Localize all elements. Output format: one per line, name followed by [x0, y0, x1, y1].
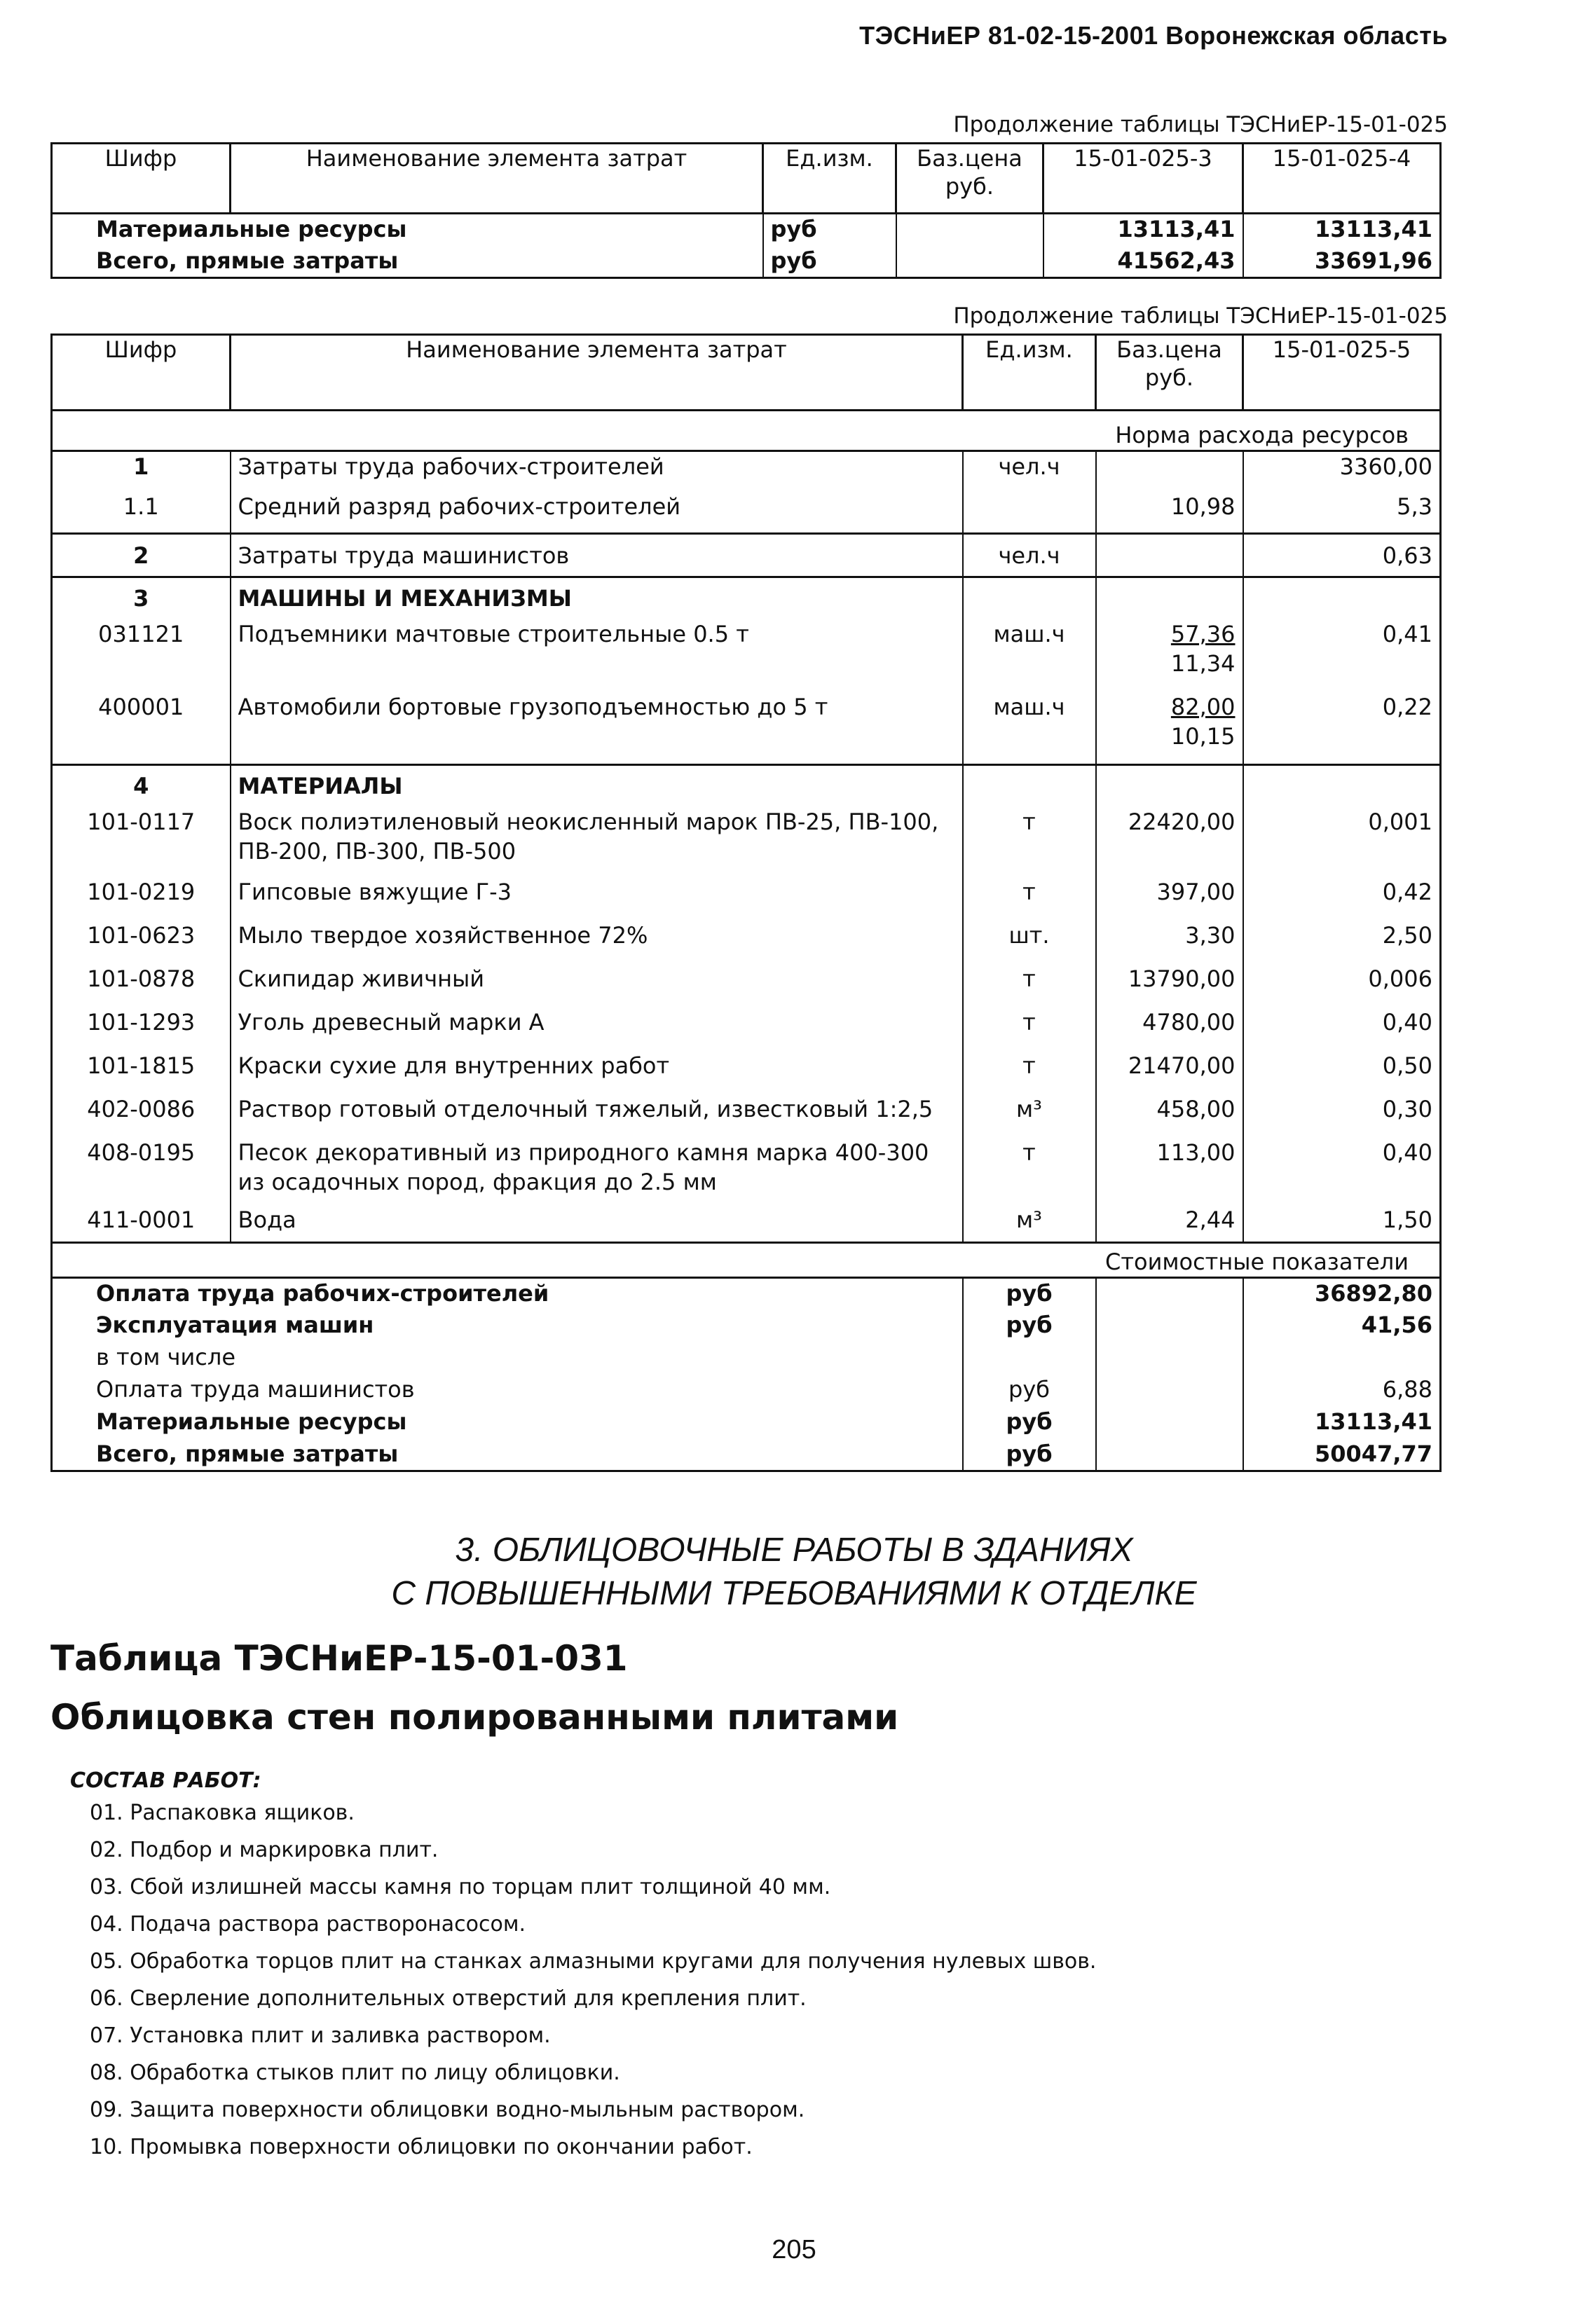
row-value: 0,22 [1243, 692, 1441, 765]
row-value: 13113,41 [1043, 214, 1243, 246]
row-name: Вода [231, 1205, 963, 1243]
row-unit: руб [963, 1439, 1096, 1471]
row-name: Затраты труда машинистов [231, 534, 963, 577]
row-unit: руб [963, 1310, 1096, 1342]
row-value: 0,50 [1243, 1051, 1441, 1094]
table-b-caption: Продолжение таблицы ТЭСНиЕР-15-01-025 [953, 303, 1448, 329]
row-code: 411-0001 [87, 1206, 196, 1233]
list-item: 09. Защита поверхности облицовки водно-мыльным раствором. [90, 2098, 805, 2122]
list-item: 03. Сбой излишней массы камня по торцам плит толщиной 40 мм. [90, 1875, 831, 1899]
row-price: 2,44 [1096, 1205, 1243, 1243]
row-unit: чел.ч [963, 534, 1096, 577]
row-price: 397,00 [1096, 877, 1243, 921]
table-a-caption: Продолжение таблицы ТЭСНиЕР-15-01-025 [953, 112, 1448, 137]
row-value: 13113,41 [1243, 214, 1441, 246]
table-row [52, 492, 1441, 534]
table-row [52, 1008, 1441, 1051]
row-unit: руб [963, 1407, 1096, 1439]
table-row [52, 1310, 1441, 1342]
col-header: Наименование элемента затрат [231, 335, 963, 411]
row-price: 82,00 [1170, 693, 1236, 720]
row-value: 13113,41 [1243, 1407, 1441, 1439]
row-price-operator: 11,34 [1170, 649, 1236, 677]
row-unit: чел.ч [963, 451, 1096, 492]
section-row [52, 765, 1441, 807]
row-unit: т [963, 1138, 1096, 1205]
row-value: 33691,96 [1243, 246, 1441, 278]
row-value: 41562,43 [1043, 246, 1243, 278]
row-value: 0,40 [1243, 1138, 1441, 1205]
row-name: Краски сухие для внутренних работ [231, 1051, 963, 1094]
row-price: 3,30 [1096, 921, 1243, 964]
row-name: Мыло твердое хозяйственное 72% [231, 921, 963, 964]
row-code: 101-0219 [87, 878, 196, 905]
row-code: 400001 [98, 693, 184, 720]
row-name: Уголь древесный марки А [231, 1008, 963, 1051]
row-code: 101-0623 [87, 921, 196, 949]
col-header: Наименование элемента затрат [231, 144, 763, 214]
col-header: 15-01-025-3 [1043, 144, 1243, 214]
row-price: 10,98 [1096, 492, 1243, 534]
row-name: Оплата труда рабочих-строителей [96, 1280, 549, 1307]
row-unit: шт. [963, 921, 1096, 964]
row-value: 3360,00 [1243, 451, 1441, 492]
table-row [52, 1094, 1441, 1138]
row-value: 0,41 [1243, 619, 1441, 692]
page-number: 205 [772, 2235, 816, 2264]
table-row [52, 807, 1441, 877]
table-title: Таблица ТЭСНиЕР-15-01-031 [50, 1638, 628, 1679]
table-row [52, 1278, 1441, 1310]
table-row [52, 877, 1441, 921]
cost-label: Стоимостные показатели [1105, 1249, 1409, 1275]
row-unit: т [963, 807, 1096, 877]
list-item: 04. Подача раствора растворонасосом. [90, 1912, 526, 1937]
row-unit: т [963, 1008, 1096, 1051]
row-price [1096, 534, 1243, 577]
table-row [52, 1138, 1441, 1205]
list-item: 08. Обработка стыков плит по лицу облицовки. [90, 2061, 620, 2085]
row-unit: м³ [963, 1205, 1096, 1243]
table-row [52, 246, 1441, 278]
row-code: 101-0117 [87, 808, 196, 835]
table-row [52, 1342, 1441, 1375]
row-unit: руб [763, 246, 896, 278]
row-code: 1.1 [123, 493, 159, 520]
list-item: 07. Установка плит и заливка раствором. [90, 2023, 551, 2048]
table-row [52, 534, 1441, 577]
table-row [52, 1051, 1441, 1094]
table-subtitle: Облицовка стен полированными плитами [50, 1697, 899, 1738]
running-header: ТЭСНиЕР 81-02-15-2001 Воронежская область [859, 21, 1448, 50]
section-code: 3 [133, 585, 149, 612]
row-code: 408-0195 [87, 1139, 196, 1166]
row-code: 101-1815 [87, 1052, 196, 1079]
row-unit: руб [963, 1278, 1096, 1310]
row-value: 0,63 [1243, 534, 1441, 577]
row-price: 57,36 [1170, 620, 1236, 647]
row-unit: т [963, 877, 1096, 921]
row-value: 41,56 [1243, 1310, 1441, 1342]
row-price-operator: 10,15 [1170, 722, 1236, 750]
row-unit [963, 492, 1096, 534]
row-code: 101-1293 [87, 1008, 196, 1036]
table-row [52, 1205, 1441, 1243]
row-value: 0,001 [1243, 807, 1441, 877]
row-unit: руб [763, 214, 896, 246]
table-row [52, 451, 1441, 492]
row-name: Всего, прямые затраты [52, 246, 763, 278]
row-name: Средний разряд рабочих-строителей [231, 492, 963, 534]
table-row [52, 921, 1441, 964]
row-price: 21470,00 [1096, 1051, 1243, 1094]
row-price: 458,00 [1096, 1094, 1243, 1138]
row-name: Оплата труда машинистов [96, 1375, 415, 1403]
row-value: 1,50 [1243, 1205, 1441, 1243]
row-value: 0,40 [1243, 1008, 1441, 1051]
row-code: 402-0086 [87, 1095, 196, 1122]
row-name: Подъемники мачтовые строительные 0.5 т [231, 619, 963, 692]
row-name: Воск полиэтиленовый неокисленный марок ПВ-25, ПВ-100, ПВ-200, ПВ-300, ПВ-500 [231, 807, 963, 877]
section-name: МАШИНЫ И МЕХАНИЗМЫ [231, 577, 963, 619]
row-name: Гипсовые вяжущие Г-3 [231, 877, 963, 921]
row-name: Эксплуатация машин [96, 1311, 374, 1338]
row-price: 4780,00 [1096, 1008, 1243, 1051]
list-item: 06. Сверление дополнительных отверстий для крепления плит. [90, 1986, 807, 2011]
row-code: 2 [133, 542, 149, 569]
row-code: 101-0878 [87, 965, 196, 992]
row-value: 5,3 [1243, 492, 1441, 534]
row-name: Песок декоративный из природного камня марка 400-300 из осадочных пород, фракция до 2.5 мм [231, 1138, 963, 1205]
table-row [52, 692, 1441, 765]
row-name: Скипидар живичный [231, 964, 963, 1008]
norma-label: Норма расхода ресурсов [1115, 422, 1409, 448]
section-row [52, 577, 1441, 619]
row-value: 36892,80 [1243, 1278, 1441, 1310]
row-unit: м³ [963, 1094, 1096, 1138]
row-unit: т [963, 964, 1096, 1008]
row-price: 113,00 [1096, 1138, 1243, 1205]
row-unit: маш.ч [963, 619, 1096, 692]
row-value [1243, 1342, 1441, 1375]
table-row [52, 1375, 1441, 1407]
row-price: 22420,00 [1096, 807, 1243, 877]
row-value: 0,006 [1243, 964, 1441, 1008]
row-price: 13790,00 [1096, 964, 1243, 1008]
table-row [52, 619, 1441, 692]
table-b [50, 334, 1442, 1472]
row-value: 0,30 [1243, 1094, 1441, 1138]
col-header: Шифр [52, 335, 231, 411]
row-unit: маш.ч [963, 692, 1096, 765]
list-item: 10. Промывка поверхности облицовки по окончании работ. [90, 2135, 753, 2159]
row-name: Материальные ресурсы [52, 214, 763, 246]
row-unit: т [963, 1051, 1096, 1094]
row-value: 50047,77 [1243, 1439, 1441, 1471]
table-row [52, 1407, 1441, 1439]
row-name: Раствор готовый отделочный тяжелый, известковый 1:2,5 [231, 1094, 963, 1138]
section-name: МАТЕРИАЛЫ [231, 765, 963, 807]
row-price [1096, 451, 1243, 492]
row-value: 6,88 [1243, 1375, 1441, 1407]
works-title: СОСТАВ РАБОТ: [70, 1768, 261, 1793]
table-a [50, 142, 1442, 279]
table-row [52, 214, 1441, 246]
row-value: 0,42 [1243, 877, 1441, 921]
col-header: 15-01-025-5 [1243, 335, 1441, 411]
col-header: Шифр [52, 144, 231, 214]
col-header: Баз.цена руб. [1096, 335, 1243, 411]
list-item: 01. Распаковка ящиков. [90, 1801, 355, 1825]
table-row [52, 964, 1441, 1008]
row-name: Материальные ресурсы [96, 1408, 407, 1435]
row-code: 031121 [98, 620, 184, 647]
row-name: в том числе [96, 1343, 235, 1370]
row-name: Автомобили бортовые грузоподъемностью до 5 т [231, 692, 963, 765]
table-row [52, 1439, 1441, 1471]
col-header: Баз.цена руб. [896, 144, 1043, 214]
col-header: Ед.изм. [763, 144, 896, 214]
list-item: 02. Подбор и маркировка плит. [90, 1838, 439, 1862]
col-header: Ед.изм. [963, 335, 1096, 411]
row-value: 2,50 [1243, 921, 1441, 964]
row-unit: руб [963, 1375, 1096, 1407]
list-item: 05. Обработка торцов плит на станках алмазными кругами для получения нулевых швов. [90, 1949, 1097, 1974]
row-unit [963, 1342, 1096, 1375]
row-name: Всего, прямые затраты [96, 1440, 399, 1467]
row-name: Затраты труда рабочих-строителей [231, 451, 963, 492]
section-code: 4 [133, 773, 149, 800]
section-title-line2: С ПОВЫШЕННЫМИ ТРЕБОВАНИЯМИ К ОТДЕЛКЕ [391, 1575, 1197, 1612]
col-header: 15-01-025-4 [1243, 144, 1441, 214]
section-title-line1: 3. ОБЛИЦОВОЧНЫЕ РАБОТЫ В ЗДАНИЯХ [455, 1532, 1133, 1569]
row-code: 1 [133, 453, 149, 480]
